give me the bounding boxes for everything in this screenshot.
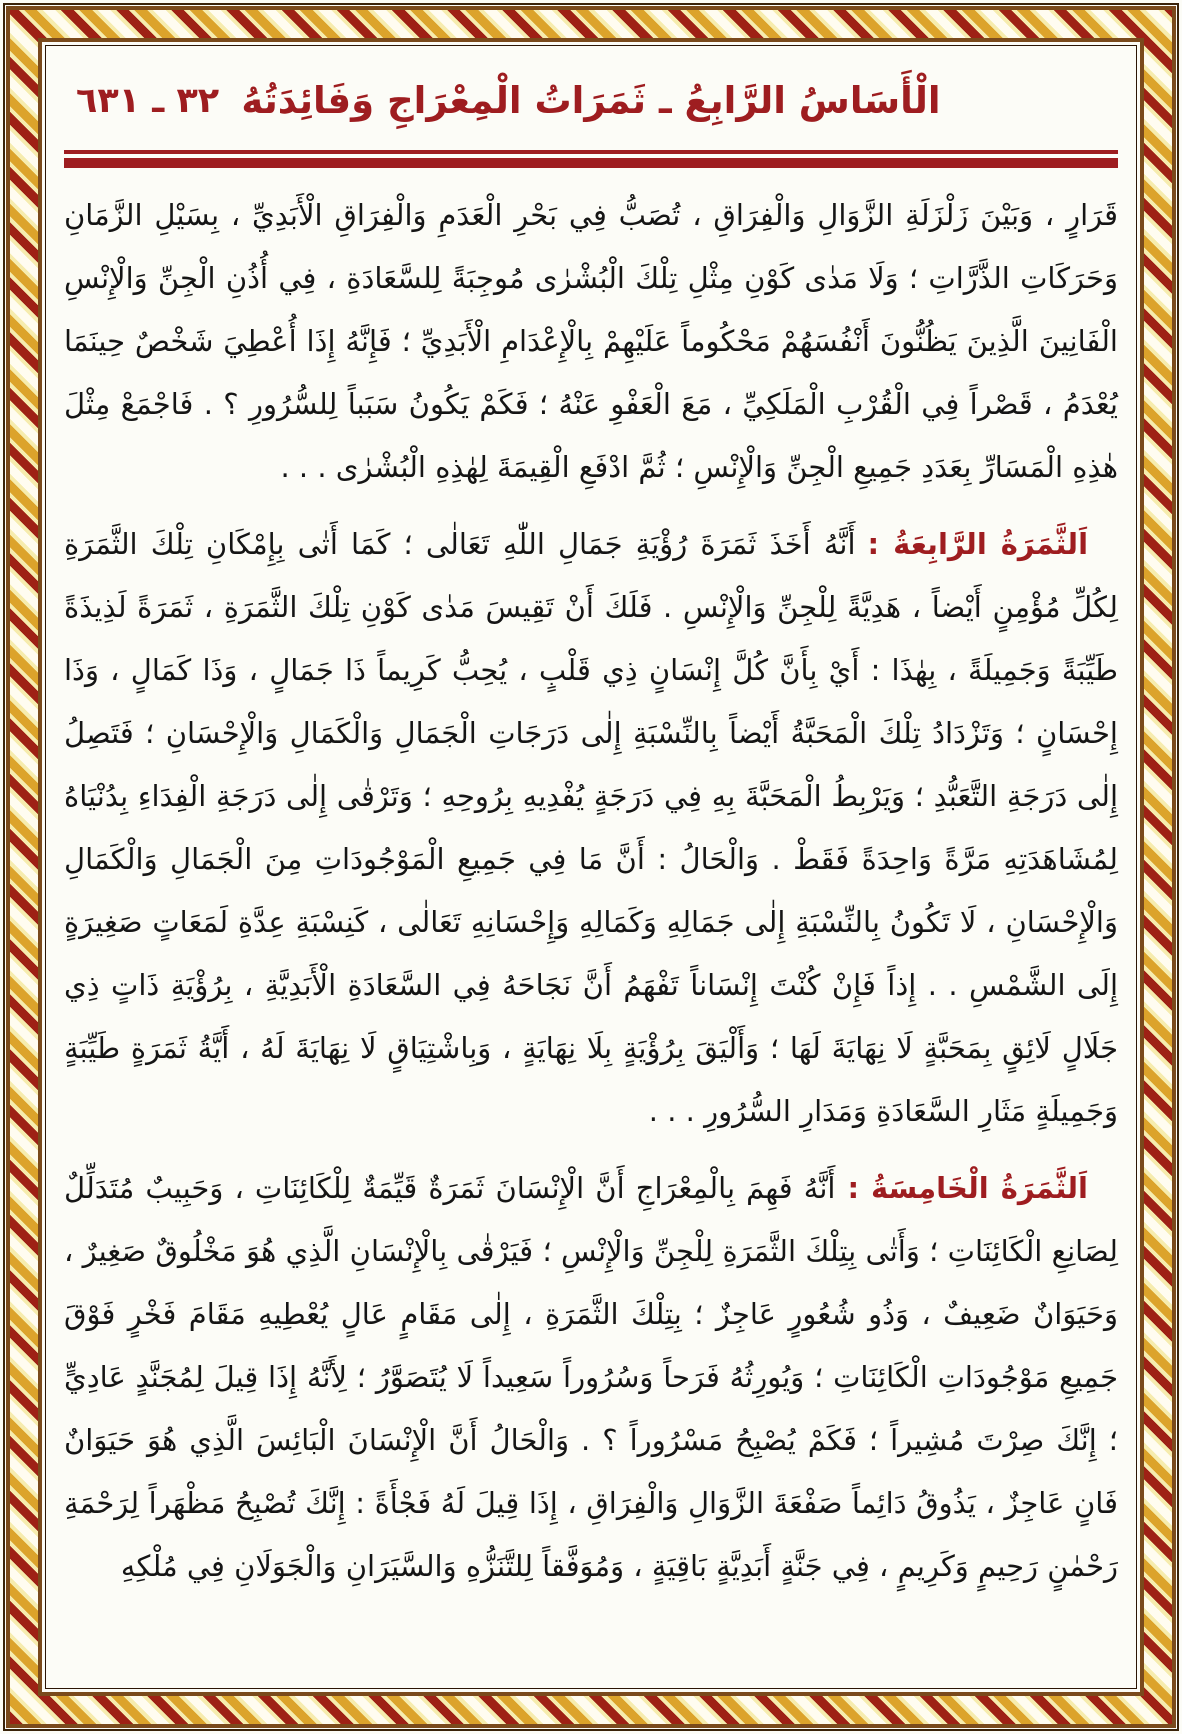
header-rule-thin [64, 150, 1118, 154]
paragraph-text: أَنَّهُ أَخَذَ ثَمَرَةَ رُؤْيَةِ جَمَالِ اللّٰهِ تَعَالٰى ؛ كَمَا أَتٰى بِإِمْكَانِ تِلْكَ الثَّمَرَةِ لِكُلِّ مُؤْمِنٍ أَيْضاً ، هَدِيَّةً لِلْجِنِّ وَالْإِنْسِ . فَلَكَ أَنْ تَقِيسَ مَدٰى كَوْنِ تِلْكَ الثَّمَرَةِ ، ثَمَرَةً لَذِيذَةً طَيِّبَةً وَجَمِيلَةً ، بِهٰذَا : أَيْ بِأَنَّ كُلَّ إِنْسَانٍ ذِي قَلْبٍ ، يُحِبُّ كَرِيماً ذَا جَمَالٍ ، وَذَا كَمَالٍ ، وَذَا إِحْسَانٍ ؛ وَتَزْدَادُ تِلْكَ الْمَحَبَّةُ أَيْضاً بِالنِّسْبَةِ إِلٰى دَرَجَاتِ الْجَمَالِ وَالْكَمَالِ وَالْإِحْسَانِ ؛ فَتَصِلُ إِلٰى دَرَجَةِ التَّعَبُّدِ ؛ وَيَرْبِطُ الْمَحَبَّةَ بِهِ فِي دَرَجَةٍ يُفْدِيهِ بِرُوحِهِ ؛ وَتَرْقٰى إِلٰى دَرَجَةِ الْفِدَاءِ بِدُنْيَاهُ لِمُشَاهَدَتِهِ مَرَّةً وَاحِدَةً فَقَطْ . وَالْحَالُ : أَنَّ مَا فِي جَمِيعِ الْمَوْجُودَاتِ مِنَ الْجَمَالِ وَالْكَمَالِ وَالْإِحْسَانِ ، لَا تَكُونُ بِالنِّسْبَةِ إِلٰى جَمَالِهِ وَكَمَالِهِ وَإِحْسَانِهِ تَعَالٰى ، كَنِسْبَةِ عِدَّةِ لَمَعَاتٍ صَغِيرَةٍ إِلَى الشَّمْسِ . . إِذاً فَإِنْ كُنْتَ إِنْسَاناً تَفْهَمُ أَنَّ نَجَاحَهُ فِي السَّعَادَةِ الْأَبَدِيَّةِ ، بِرُؤْيَةِ ذَاتٍ ذِي جَلَالٍ لَائِقٍ بِمَحَبَّةٍ لَا نِهَايَةَ لَهَا ؛ وَأَلْيَقَ بِرُؤْيَةٍ بِلَا نِهَايَةٍ ، وَبِاشْتِيَاقٍ لَا نِهَايَةَ لَهُ ، أَيَّةُ ثَمَرَةٍ طَيِّبَةٍ وَجَمِيلَةٍ مَثَارِ السَّعَادَةِ وَمَدَارِ السُّرُورِ . . . [64, 527, 1118, 1128]
paragraph-fourth-fruit [64, 513, 1118, 1143]
section-heading-fifth-fruit: اَلثَّمَرَةُ الْخَامِسَةُ : [847, 1171, 1088, 1205]
body-text [64, 184, 1118, 1598]
page-content [64, 64, 1118, 1682]
paragraph-continuation [64, 184, 1118, 499]
paragraph-fifth-fruit [64, 1157, 1118, 1598]
page-numbers: ٣٢ ـ ٦٣١ [76, 81, 220, 121]
page-header [64, 64, 1118, 142]
section-heading-fourth-fruit: اَلثَّمَرَةُ الرَّابِعَةُ : [867, 527, 1089, 561]
page-title: الْأَسَاسُ الرَّابِعُ ـ ثَمَرَاتُ الْمِعْرَاجِ وَفَائِدَتُهُ [241, 79, 941, 122]
paragraph-text: قَرَارٍ ، وَبَيْنَ زَلْزَلَةِ الزَّوَالِ وَالْفِرَاقِ ، تُصَبُّ فِي بَحْرِ الْعَدَمِ وَالْفِرَاقِ الْأَبَدِيِّ ، بِسَيْلِ الزَّمَانِ وَحَرَكَاتِ الذَّرَّاتِ ؛ وَلَا مَدٰى كَوْنِ مِثْلِ تِلْكَ الْبُشْرٰى مُوجِبَةً لِلسَّعَادَةِ ، فِي أُذُنِ الْجِنِّ وَالْإِنْسِ الْفَانِينَ الَّذِينَ يَظُنُّونَ أَنْفُسَهُمْ مَحْكُوماً عَلَيْهِمْ بِالْإِعْدَامِ الْأَبَدِيِّ ؛ فَإِنَّهُ إِذَا أُعْطِيَ شَخْصٌ حِينَمَا يُعْدَمُ ، قَصْراً فِي الْقُرْبِ الْمَلَكِيِّ ، مَعَ الْعَفْوِ عَنْهُ ؛ فَكَمْ يَكُونُ سَبَباً لِلسُّرُورِ ؟ . فَاجْمَعْ مِثْلَ هٰذِهِ الْمَسَارِّ بِعَدَدِ جَمِيعِ الْجِنِّ وَالْإِنْسِ ؛ ثُمَّ ادْفَعِ الْقِيمَةَ لِهٰذِهِ الْبُشْرٰى . . . [64, 198, 1118, 484]
header-rule-thick [64, 158, 1118, 168]
paragraph-text: أَنَّهُ فَهِمَ بِالْمِعْرَاجِ أَنَّ الْإِنْسَانَ ثَمَرَةٌ قَيِّمَةٌ لِلْكَائِنَاتِ ، وَحَبِيبٌ مُتَدَلِّلٌ لِصَانِعِ الْكَائِنَاتِ ؛ وَأَتٰى بِتِلْكَ الثَّمَرَةِ لِلْجِنِّ وَالْإِنْسِ ؛ فَيَرْقٰى بِالْإِنْسَانِ الَّذِي هُوَ مَخْلُوقٌ صَغِيرٌ ، وَحَيَوَانٌ ضَعِيفٌ ، وَذُو شُعُورٍ عَاجِزٌ ؛ بِتِلْكَ الثَّمَرَةِ ، إِلٰى مَقَامٍ عَالٍ يُعْطِيهِ مَقَامَ فَخْرٍ فَوْقَ جَمِيعِ مَوْجُودَاتِ الْكَائِنَاتِ ؛ وَيُورِثُهُ فَرَحاً وَسُرُوراً سَعِيداً لَا يُتَصَوَّرُ ؛ لِأَنَّهُ إِذَا قِيلَ لِمُجَنَّدٍ عَادِيٍّ ؛ إِنَّكَ صِرْتَ مُشِيراً ؛ فَكَمْ يُصْبِحُ مَسْرُوراً ؟ . وَالْحَالُ أَنَّ الْإِنْسَانَ الْبَائِسَ الَّذِي هُوَ حَيَوَانٌ فَانٍ عَاجِزٌ ، يَذُوقُ دَائِماً صَفْعَةَ الزَّوَالِ وَالْفِرَاقِ ، إِذَا قِيلَ لَهُ فَجْأَةً : إِنَّكَ تُصْبِحُ مَظْهَراً لِرَحْمَةِ رَحْمٰنٍ رَحِيمٍ وَكَرِيمٍ ، فِي جَنَّةٍ أَبَدِيَّةٍ بَاقِيَةٍ ، وَمُوَفَّقاً لِلتَّنَزُّهِ وَالسَّيَرَانِ وَالْجَوَلَانِ فِي مُلْكِهِ [64, 1171, 1118, 1583]
